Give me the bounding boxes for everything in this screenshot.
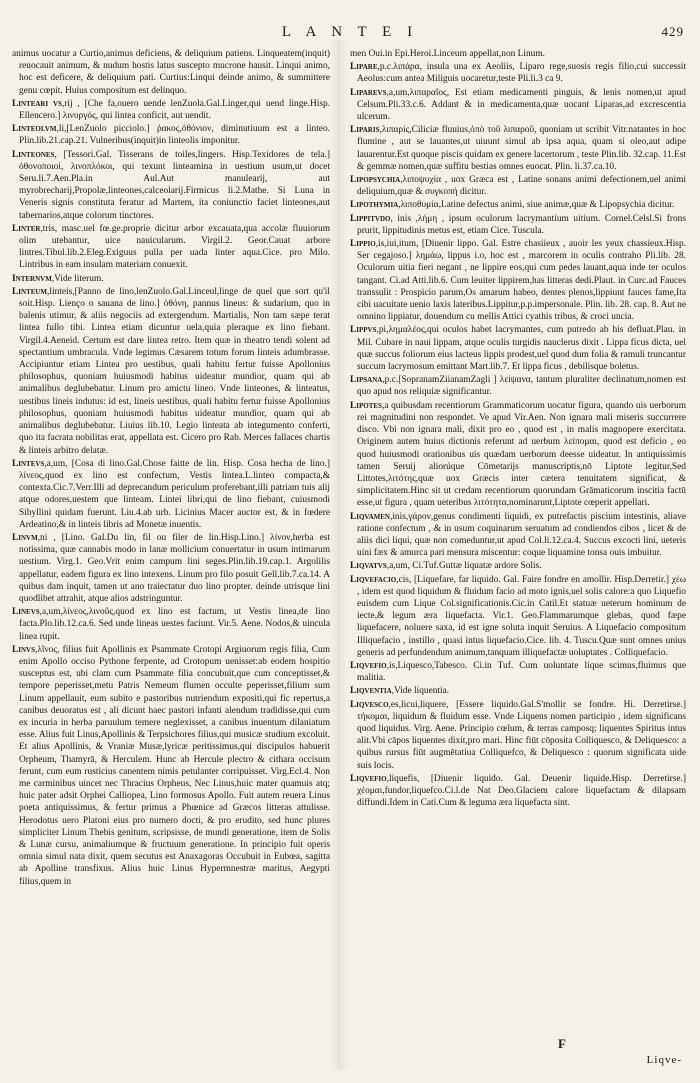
dictionary-entry — [350, 124, 686, 173]
dictionary-entry — [12, 149, 330, 222]
entry-definition: ,li,[LenZuolo picciolo.] ῥακος,ὀθόνιον, diminutiuum est a linteo. Plin.lib.21.cap.21. Vulneribus(inquit)in linteolis imponitur. — [19, 124, 330, 147]
entry-headword: Liqvesco — [350, 699, 389, 710]
entry-definition: ,λιποθυμία,Latine defectus animi, siue animæ,quæ & Lipopsychia dicitur. — [398, 200, 675, 211]
entry-headword: Linteones — [12, 149, 55, 160]
dictionary-entry — [12, 532, 330, 605]
dictionary-entry — [350, 560, 686, 572]
column-gutter — [330, 40, 348, 1070]
dictionary-entry — [350, 87, 686, 124]
entry-definition: ,tris, masc.uel fœ.ge.proprie dicitur arbor excauata,qua accolæ fluuiorum olim utebantur, uice nauicularum. Virgil.2. Geor.Cauat arbore lintres.Tibul.lib.2.Eleg.Exiguus pulla per uada linter aqua.Cice. pro Milo. Lintribus in eam insulam materiam conuexit. — [19, 223, 330, 271]
dictionary-entry — [350, 400, 686, 510]
dictionary-entry — [12, 286, 330, 457]
dictionary-entry — [350, 238, 686, 323]
entry-headword: Lippvs — [350, 325, 377, 336]
catchword: Liqve- — [646, 1054, 682, 1066]
entry-definition: ,p.c.[SopranamZiianamZagli ] λείψανα, tantum pluraliter declinatum,nomen est quo apud nos reliquiæ significantur. — [357, 375, 686, 398]
entry-headword: Internvm — [12, 273, 52, 284]
entry-headword: Lippio — [350, 239, 376, 250]
entry-headword: Linvs — [12, 644, 35, 655]
entry-definition: ,Vide literum. — [51, 273, 104, 284]
dictionary-entry — [350, 574, 686, 659]
dictionary-entry — [350, 511, 686, 560]
dictionary-entry — [350, 213, 686, 237]
entry-headword: Lipsana — [350, 375, 383, 386]
entry-definition: ,a,um,λίνεος,λινοῦς,quod ex lino est factum, ut Vestis linea,de lino facta.Plo.lib.12.ca.6. Sed unde lineas uestes faciunt. Vir.5. Aene. Nodos,& uincula linea rupit. — [19, 607, 330, 642]
right-column — [350, 48, 686, 1048]
entry-headword: Lipotes — [350, 400, 382, 411]
dictionary-entry — [350, 660, 686, 684]
dictionary-entry — [350, 61, 686, 85]
entry-definition: ,p.c.λιπάρα, insula una ex Aeoliis, Liparo rege,suosis regis filio,cui successit Aeolus:cum antea Miliguis uocaretur,teste Pli.li.3 ca 9. — [357, 62, 686, 85]
entry-headword: Linteari vs — [12, 98, 62, 109]
dictionary-entry — [350, 174, 686, 198]
entry-definition: ,a quibusdam recentiorum Grammaticorum uocatur figura, quando uis uerborum rei magnitudini non respondet. Ve apud Vir.Aen. Non ignara mali miseris succurrere disco. Vbi non ignara mali, dixit pro eo , quod est , in malis magnopere exercitata. Originem autem huius dictionis referunt ad uerbum λείπομαι, quod est deficio , eo quod huiusmodi orationibus uis quædam uerborum deesse uideatur. In antiquissimis tamen Seruij aliorúque Cōmetarijs manuscriptis,nō Liptote legitur,Sed Littotes,λιτότης,quæ uox Græcis inter cætera tenuitatem significat, & simplicitatem.Hinc sit ut credam recentiorum quorundam Grāmaticorum inscitia factū esse,ut figura , quam ueteribus λιτότητα,nominarunt,Liptote cœperit appellari. — [357, 400, 686, 509]
entry-definition: ,is,iui,itum, [Diuenir lippo. Gal. Estre chasiieux , auoir les yeux chassieux.Hisp. Ser cegajoso.] λημάω, lippus i.o, hoc est , marcorem in oculis contraho Pli.lib. 28. Oculorum uitia fieri negant , ne lippire eos,qui cum pedes lauant,aqua inde ter oculos tangant. Ci.ad Atti.lib.6. Cum leuiter lippirem,has litteras dedi.Plaut. in Curc.ad Fauces transsulit : Prospicio parum,Os amarum habeo, dentes plenos,lippiunt fauces fame,Ita cibi uacuitate uenio laxis lateribus.Lippitur,p.p.impersonale. Plin. lib. 28. cap. 8. Aut ne omnino lippiatur, douendum cu mellis Attici cyathis tribus, & croci uncia. — [357, 239, 686, 323]
entry-definition: animus uocatur a Curtio,animus deficiens, & deliquium patiens. Linqueatem(inquit) reuocauit animum, & nudum hostis latus suscepto mucrone hausit. Linqui animo, hoc est deficere, & deliquium pati. Curtius:Linqui deinde animo, & summittere genu cœpit. Huius compositum est delinquo. — [12, 49, 330, 96]
entry-definition: ,λιπαρίς,Ciliciæ fluuius,ὁπὸ τοῦ λιπαροῦ, quoniam ut scribit Vitr.natantes in hoc flumine , aut se lauantes,ut uiuunt simul ab ipsa aqua, quam si oleo,aut adipe lauarentur.Est quoque piscis quidam ex genere lacertorum , teste Plin.lib. 32.cap. 11.Est & gemmæ nomen,quæ suffitu bestias omnes euocat. Plin. li.37.ca.10. — [357, 125, 686, 172]
entry-headword: Linteolvm — [12, 124, 57, 135]
dictionary-entry — [12, 273, 330, 285]
dictionary-entry — [350, 685, 686, 697]
entry-definition: ,inis,γάρον,genus condimenti liquidi, ex putrefactis piscium intestinis, aliave ratione confectum , & in usum coquinarum seruatum ad condiendos cibos , licet & de aliis dici liqui, quæ non comeduntur,ut apud Col.li.12.ca.4. Succus excocti lini, ueteris uini fæx & amurca pari mensura miscentur: coque liquamine tonsa ouis imbuitur. — [357, 511, 686, 559]
dictionary-entry — [12, 98, 330, 122]
dictionary-entry — [350, 773, 686, 810]
entry-definition: men Oui.in Epi.Heroi.Linceum appellat,non Linum. — [350, 49, 546, 59]
entry-definition: ,λῖνος, filius fuit Apollinis ex Psammate Crotopi Argiuorum regis filia, Cum enim Apollo occiso Pythone ferpente, ad Crotopum uenisset:ab eodem hospitio susceptus est, ubi clam cum Psammate filia concubuit,que cum conceptisset,& tempore peperisset,metu Patris Nemeum flumen occulte peperisset,filium sum Linum appellauit, eum subito e pastoribus nutriendum expositi,qui fic repertus,a canibus deuoratus est , ali dicunt haec pastori infanti alendum tradidisse,qui cum ex incuria in herba paruulum temere neglexisset, a canibus inuentum dilaniatum esse. Alius fuit Linus,Apollinis & Terpsichores filius,qui musicæ studium excoluit. Et alius Apollinis, & Vraniæ Musæ,lyricæ peritissimus,qui discipulos habuerit Orpheum, Thamyrā, & Herculem. Hunc ab Hercule plectro & cithara occisum ferunt, cum eum rusticius canentem nimis petulanter corripuisset. Virg.Ecl.4. Non me carminibus uincet nec Thracius Orpheus, Nec Linus,huic mater quamuis atq; huic pater adsit Orphei Calliopea, Lino formosus Apollo. Fuit autem reuera Linus poeta antiquissimus, & fertur primus a Phœnice ad Græcos litteras attulisse. Herodotus uero Platoni eius pro numero docti, & pro erudito, sed hunc plures simpliciter Linum Thebis genitum, scripsisse, de mundi generatione, item de Solis & Lunæ cursu, animaliumque & fructuum generatione. In principio fuit operis omnia simul nata dixit, quem secutus est Anaxagoras Occubuit in Eubœa, sagitta ab Apolline transfixus. Alius huic Linus Hypermnestræ maritus, Aegypti filius,quem in — [19, 644, 330, 887]
entry-definition: ,rij , [Che fa,ouero uende lenZuola.Gal.Linger,qui uend linge.Hisp. Ellencero.] λινυργός, qui lintea conficit, aut uendit. — [19, 98, 330, 122]
entry-definition: ,liquefis, [Diuenir liquido. Gal. Deuenir liquide.Hisp. Derretirse.] χέομαι,fundor,liquefco.Ci.l.de Nat Deo.Glaciem calore liquefactam & dilapsam diffundi.Idem in Cati.Cum & leguma æra liquefacta sint. — [357, 773, 686, 809]
entry-headword: Linter — [12, 223, 41, 234]
entry-headword: Liqvatvs — [350, 561, 387, 572]
running-title: L A N T E I — [281, 24, 419, 40]
entry-definition: ,pi,λημαλέος,qui oculos habet lacrymantes, cum putredo ab his defluat.Plau. in Mil. Cubare in naui lippam, atque oculis turgidis nauclerus dixit . Lippa ficus dicta, uel quæ succus foliorum eius lacteus lippis prodest,uel quod dum folia & ramuli truncantur succum lacrymosum emittant Mart.lib.7. Et lippa ficus , debilisque boletus. — [357, 325, 686, 373]
entry-headword: Liqvefacio — [350, 574, 397, 585]
dictionary-entry — [350, 199, 686, 211]
entry-headword: Liqvamen — [350, 511, 390, 522]
entry-definition: ,a,um, Ci.Tuf.Guttæ liquatæ ardore Solis. — [386, 561, 542, 572]
entry-definition: ,es,licui,liquere, [Essere liquido.Gal.S'mollir se fondre. Hi. Derretirse.] τήκομαι, liquidum & fluidum esse. Vnde Liquens nomen participio , idem significans quod liquidus. Virg. Aene. Principio cœlum, & terras camposq; liquentes Spiritus intus alit.Vbi cāpos liquentes dixit,pro mari. Hinc fiūt cōposita Colliquesco, & Deliquesco: a quibus rursus fiūt augmētatiua Colliquefco, & Deliquesco : quorum significata uide suis locis. — [357, 699, 686, 771]
signature-mark: F — [558, 1036, 566, 1051]
dictionary-entry — [350, 48, 686, 60]
running-header — [0, 24, 700, 44]
entry-definition: ,a,um,λιπαραῖος, Est etiam medicamenti pinguis, & lenis nomen,ut apud Celsum.Pli.33.c.6. Addant & in medicamenta,quæ uocant Liparas,ad excrescentia ulcerum. — [357, 87, 686, 123]
dictionary-entry — [12, 48, 330, 97]
entry-headword: Linteum — [12, 286, 48, 297]
entry-headword: Linevs — [12, 607, 40, 618]
dictionary-entry — [350, 374, 686, 398]
entry-headword: Liparevs — [350, 87, 387, 98]
entry-definition: ,cis, [Liquefare, far liquido. Gal. Faire fondre en amollir. Hisp.Derretir.] χέω , idem est quod liquidum & fluidum facio ad moto ignis,uel solis calore:a quo Liquefio euisdem cum Lique Col.significationis.Cic.in Catil.Et statuæ ueterum hominum de iecte,& legum æra liquefacta. Vir.1. Geo.Flammarumque glebas, quod fæpe liquefacere, noluere saxa, id est igne soluta inquit Seruius. A Liquefacio compositum Illiquefacio , instillo , quasi intus liquefacio.Cice. lib. 4. Tuscu.Quæ sunt omnes unius generis ad perfundendum animum,tanquam illiquefactæ uoluptates . Colliquefacio. — [357, 574, 686, 658]
left-column — [12, 48, 330, 1048]
entry-definition: , [Tessori.Gal. Tisserans de toiles,lingers. Hisp.Texidores de tela.] ὀθονοποιοὶ, λινοπλόκοι, qui texunt linteamina in uestium usum,ut docet Seru.li.7.Aen.Pla.in Aul.Aut manulearij, aut myrobrecharij,Propolæ,linteones,calceolarij.Firmicus li.2.Mathe. Si Luna in Veneris signis constituta feratur ad Martem, ita coniunctio faciet linteones,aut tabernarios,atque colorum tinctores. — [19, 149, 330, 221]
dictionary-entry — [12, 123, 330, 147]
dictionary-entry — [12, 223, 330, 272]
entry-headword: Linvm — [12, 532, 38, 543]
entry-definition: , inis ,λήμη , ipsum oculorum lacrymantium uitium. Cornel.Celsl.Si frons prurit, lippitudinis metus est, etiam Cice. Tuscula. — [357, 213, 686, 236]
entry-headword: Liparis — [350, 125, 380, 136]
entry-definition: ,λιποψυχία , uox Græca est , Latine sonans animi defectionem,uel animi deliquium,quæ & συγκοπή dicitur. — [357, 175, 686, 198]
entry-headword: Lippitvdo — [350, 213, 391, 224]
entry-definition: ,a,um, [Cosa di lino.Gal.Chose faitte de lin. Hisp. Cosa hecha de lino.] λίνεος,quod ex lino est confectum, Vestis lintea.L.linteo compacta,& contexta.Cic.7.Verr.Illi ad deprecandum periculum proferebant,illi patriam tuis alij atque odores,uestem que linteam. Lintei libri,qui de lino fiebant, cuiusmodi Sibyllini quidam fuerunt. Liu.4.ab urb. Licinius Macer auctor est, & in fœdere Ardeatino,& in linteis libris ad Monetæ inuentis. — [19, 458, 330, 530]
dictionary-entry — [350, 699, 686, 772]
dictionary-entry — [12, 644, 330, 888]
entry-headword: Lipothymia — [350, 200, 399, 211]
entry-headword: Liqvefio — [350, 773, 387, 784]
entry-headword: Lipare — [350, 62, 378, 73]
entry-definition: ,linteis,[Panno de lino,lenZuolo.Gal.Linceul,linge de quel que sort qu'il soit.Hisp. Lienço o sauana de lino.] ὀθόνη, pannus lineus: & sudarium, quo in balenis utimur, & aliis negociis ad extergendum. Martialis, Non tam sæpe terat lintea fullo tibi. Lintea etiam dicuntur uela,quia pleraque ex lino fiebant. Virgil.4.Aeneid. Certum est dare lintea retro. Item quæ in theatro tendi solent ad spectantium umbracula. Vnde legimus Cæsarem totum forum linteis adumbrasse. Accipiuntur etiam Lintea pro uestibus, quali habitu fertur fuisse Apollonius philosophus, quoniam huiusmodi habitus uideatur mundior, quam qui ab animalibus deglubebatur. Linum pro amictu lineo. Vnde linteones, & linteatus, uestibus lineis indutus: id est, lineis uestibus, quali habitu fertur fuisse Apollonius philosophus, quoniam huiusmodi habitus uideatur mundior, quam qui ab animalibus deglubebatur. Liuius lib.10. Legio linteata ab integumento conferti, quo ita facrata nobilitas erat, appellata est. Cicero pro Rab. Merces fallaces chartis & linteis arbitro delatæ. — [19, 286, 330, 456]
entry-definition: ,Vide liquentia. — [391, 686, 450, 697]
dictionary-entry — [350, 324, 686, 373]
entry-definition: ,is,Liquesco,Tabesco. Ci.in Tuf. Cum uoluntate lique scimus,fluimus que malitia. — [357, 660, 686, 684]
entry-headword: Liqvefio — [350, 660, 387, 671]
entry-definition: ,ni , [Lino. Gal.Du lin, fil ou filer de lin.Hisp.Lino.] λίνον,herba est notissima, quæ cannabis modo in lanæ mollicium conuertatur in usum intimarum uestium. Virg.1. Geo.Vrit enim campum lini seges.Plin.lib.19.cap.1. Argolilis appellatur, eadem figura ex lino intexens. Linum pro filo posuit Gell.lib.7.ca.14. A quibus dam inquit, tamen ut ano traiectatur duo lino propter. deinde utrisque lini quodlibet attrahit, atque alios adstringuntur. — [19, 532, 330, 604]
entry-headword: Lipopsychia — [350, 175, 401, 186]
entry-headword: Liqventia — [350, 686, 392, 697]
page-number: 429 — [661, 24, 684, 39]
entry-headword: Lintevs — [12, 458, 45, 469]
dictionary-entry — [12, 606, 330, 643]
dictionary-entry — [12, 458, 330, 531]
